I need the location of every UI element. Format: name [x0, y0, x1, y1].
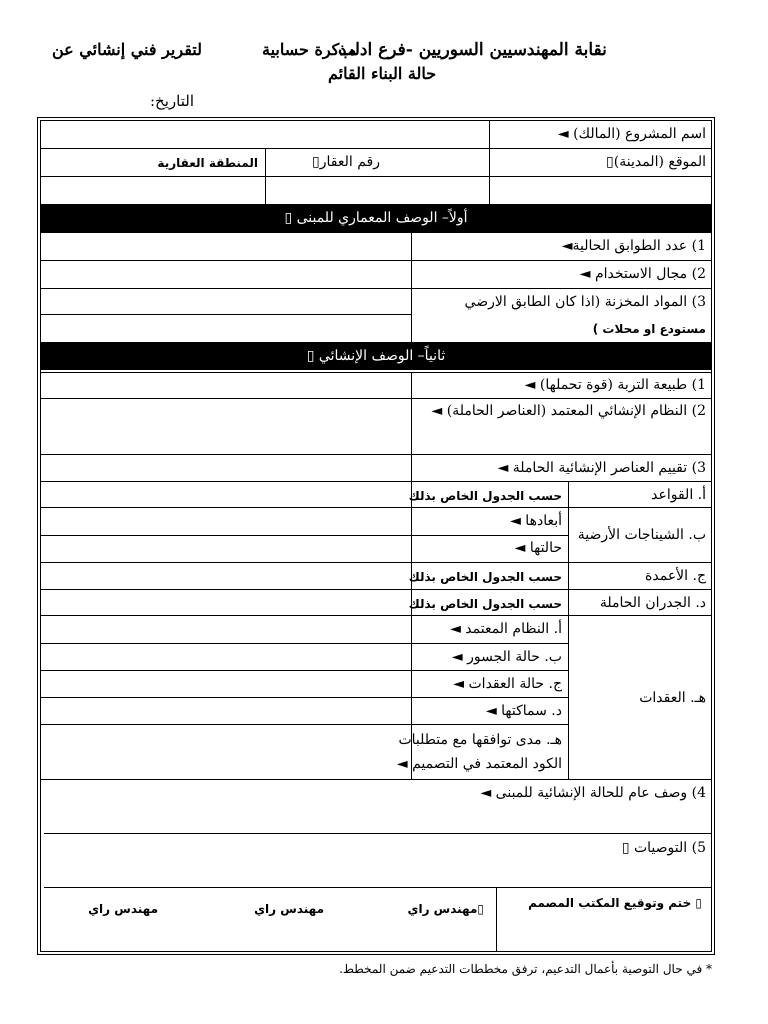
foundations-label: أ. القواعد	[651, 487, 706, 503]
columns-label: ج. الأعمدة	[645, 568, 706, 584]
engineer-signature-2: مهندس راي	[254, 902, 324, 916]
location-label: الموقع (المدينة)▯	[606, 154, 706, 170]
usage-label: 2) مجال الاستخدام ◄	[579, 266, 706, 282]
row-divider	[40, 176, 712, 177]
general-description-label: 4) وصف عام للحالة الإنشائية للمبنى ◄	[480, 785, 706, 801]
row-divider	[40, 643, 568, 644]
row-divider	[44, 833, 712, 834]
bearing-walls-label: د. الجدران الحاملة	[599, 595, 706, 611]
row-divider	[40, 670, 568, 671]
condition-label: حالتها ◄	[514, 540, 562, 556]
row-divider	[40, 148, 712, 149]
slab-condition-label: ج. حالة العقدات ◄	[453, 676, 562, 692]
col-divider	[265, 148, 266, 204]
bearing-walls-note: حسب الجدول الخاص بذلك	[408, 597, 562, 611]
row-divider	[40, 507, 712, 508]
row-divider	[40, 372, 712, 373]
row-divider	[40, 615, 712, 616]
evaluation-label: 3) تقييم العناصر الإنشائية الحاملة ◄	[497, 460, 706, 476]
slab-beams-label: ب. حالة الجسور ◄	[451, 649, 562, 665]
ground-beams-label: ب. الشيناجات الأرضية	[577, 527, 706, 543]
slab-thickness-label: د. سماكتها ◄	[485, 703, 562, 719]
real-estate-zone-label: المنطقة العقارية	[157, 156, 258, 170]
foundations-note: حسب الجدول الخاص بذلك	[408, 489, 562, 503]
row-divider	[40, 779, 712, 780]
section1-header: أولاً– الوصف المعماري للمبنى ▯	[40, 204, 712, 232]
row-divider	[40, 454, 712, 455]
col-divider	[496, 887, 497, 952]
row-divider	[40, 314, 412, 315]
row-divider	[40, 481, 712, 482]
floors-count-label: 1) عدد الطوابق الحالية◄	[561, 238, 706, 254]
memo-title: مذكرة حسابية	[262, 40, 357, 59]
row-divider	[40, 562, 712, 563]
row-divider	[40, 724, 568, 725]
row-divider	[40, 535, 568, 536]
slabs-label: هـ. العقدات	[639, 690, 706, 706]
slab-code-label-cont: الكود المعتمد في التصميم ◄	[396, 756, 562, 772]
row-divider	[40, 232, 712, 233]
row-divider	[40, 697, 568, 698]
col-divider	[568, 481, 569, 779]
union-title: نقابة المهندسيين السوريين -فرع ادلب	[338, 40, 607, 60]
row-divider	[40, 288, 712, 289]
slab-system-label: أ. النظام المعتمد ◄	[450, 621, 562, 637]
row-divider	[44, 887, 712, 888]
col-divider	[411, 232, 412, 342]
recommendations-label: 5) التوصيات ▯	[621, 840, 706, 856]
section2-header: ثانياً– الوصف الإنشائي ▯	[40, 342, 712, 370]
property-number-label: رقم العقار▯	[312, 154, 380, 170]
stored-materials-label: 3) المواد المخزنة (اذا كان الطابق الارضي	[464, 294, 706, 310]
columns-note: حسب الجدول الخاص بذلك	[408, 570, 562, 584]
engineer-signature-1: ▯مهندس راي	[407, 902, 484, 916]
col-divider	[489, 120, 490, 204]
row-divider	[40, 589, 712, 590]
stored-materials-label-cont: مستودع او محلات )	[592, 322, 706, 336]
row-divider	[40, 260, 712, 261]
slab-code-label: هـ. مدى توافقها مع متطلبات	[398, 732, 562, 748]
soil-label: 1) طبيعة التربة (قوة تحملها) ◄	[524, 377, 706, 393]
office-stamp-label: ▯ ختم وتوقيع المكتب المصمم	[528, 896, 702, 910]
project-name-label: اسم المشروع (المالك) ◄	[557, 126, 706, 142]
footnote: * في حال التوصية بأعمال التدعيم، ترفق مخططات التدعيم ضمن المخطط.	[339, 962, 712, 976]
date-label: التاريخ:	[150, 92, 194, 110]
engineer-signature-3: مهندس راي	[88, 902, 158, 916]
report-title: لتقرير فني إنشائي عن	[52, 40, 202, 59]
report-subtitle: حالة البناء القائم	[328, 64, 437, 83]
row-divider	[40, 398, 712, 399]
dimensions-label: أبعادها ◄	[510, 513, 562, 529]
structural-system-label: 2) النظام الإنشائي المعتمد (العناصر الحاملة) ◄	[431, 403, 706, 419]
